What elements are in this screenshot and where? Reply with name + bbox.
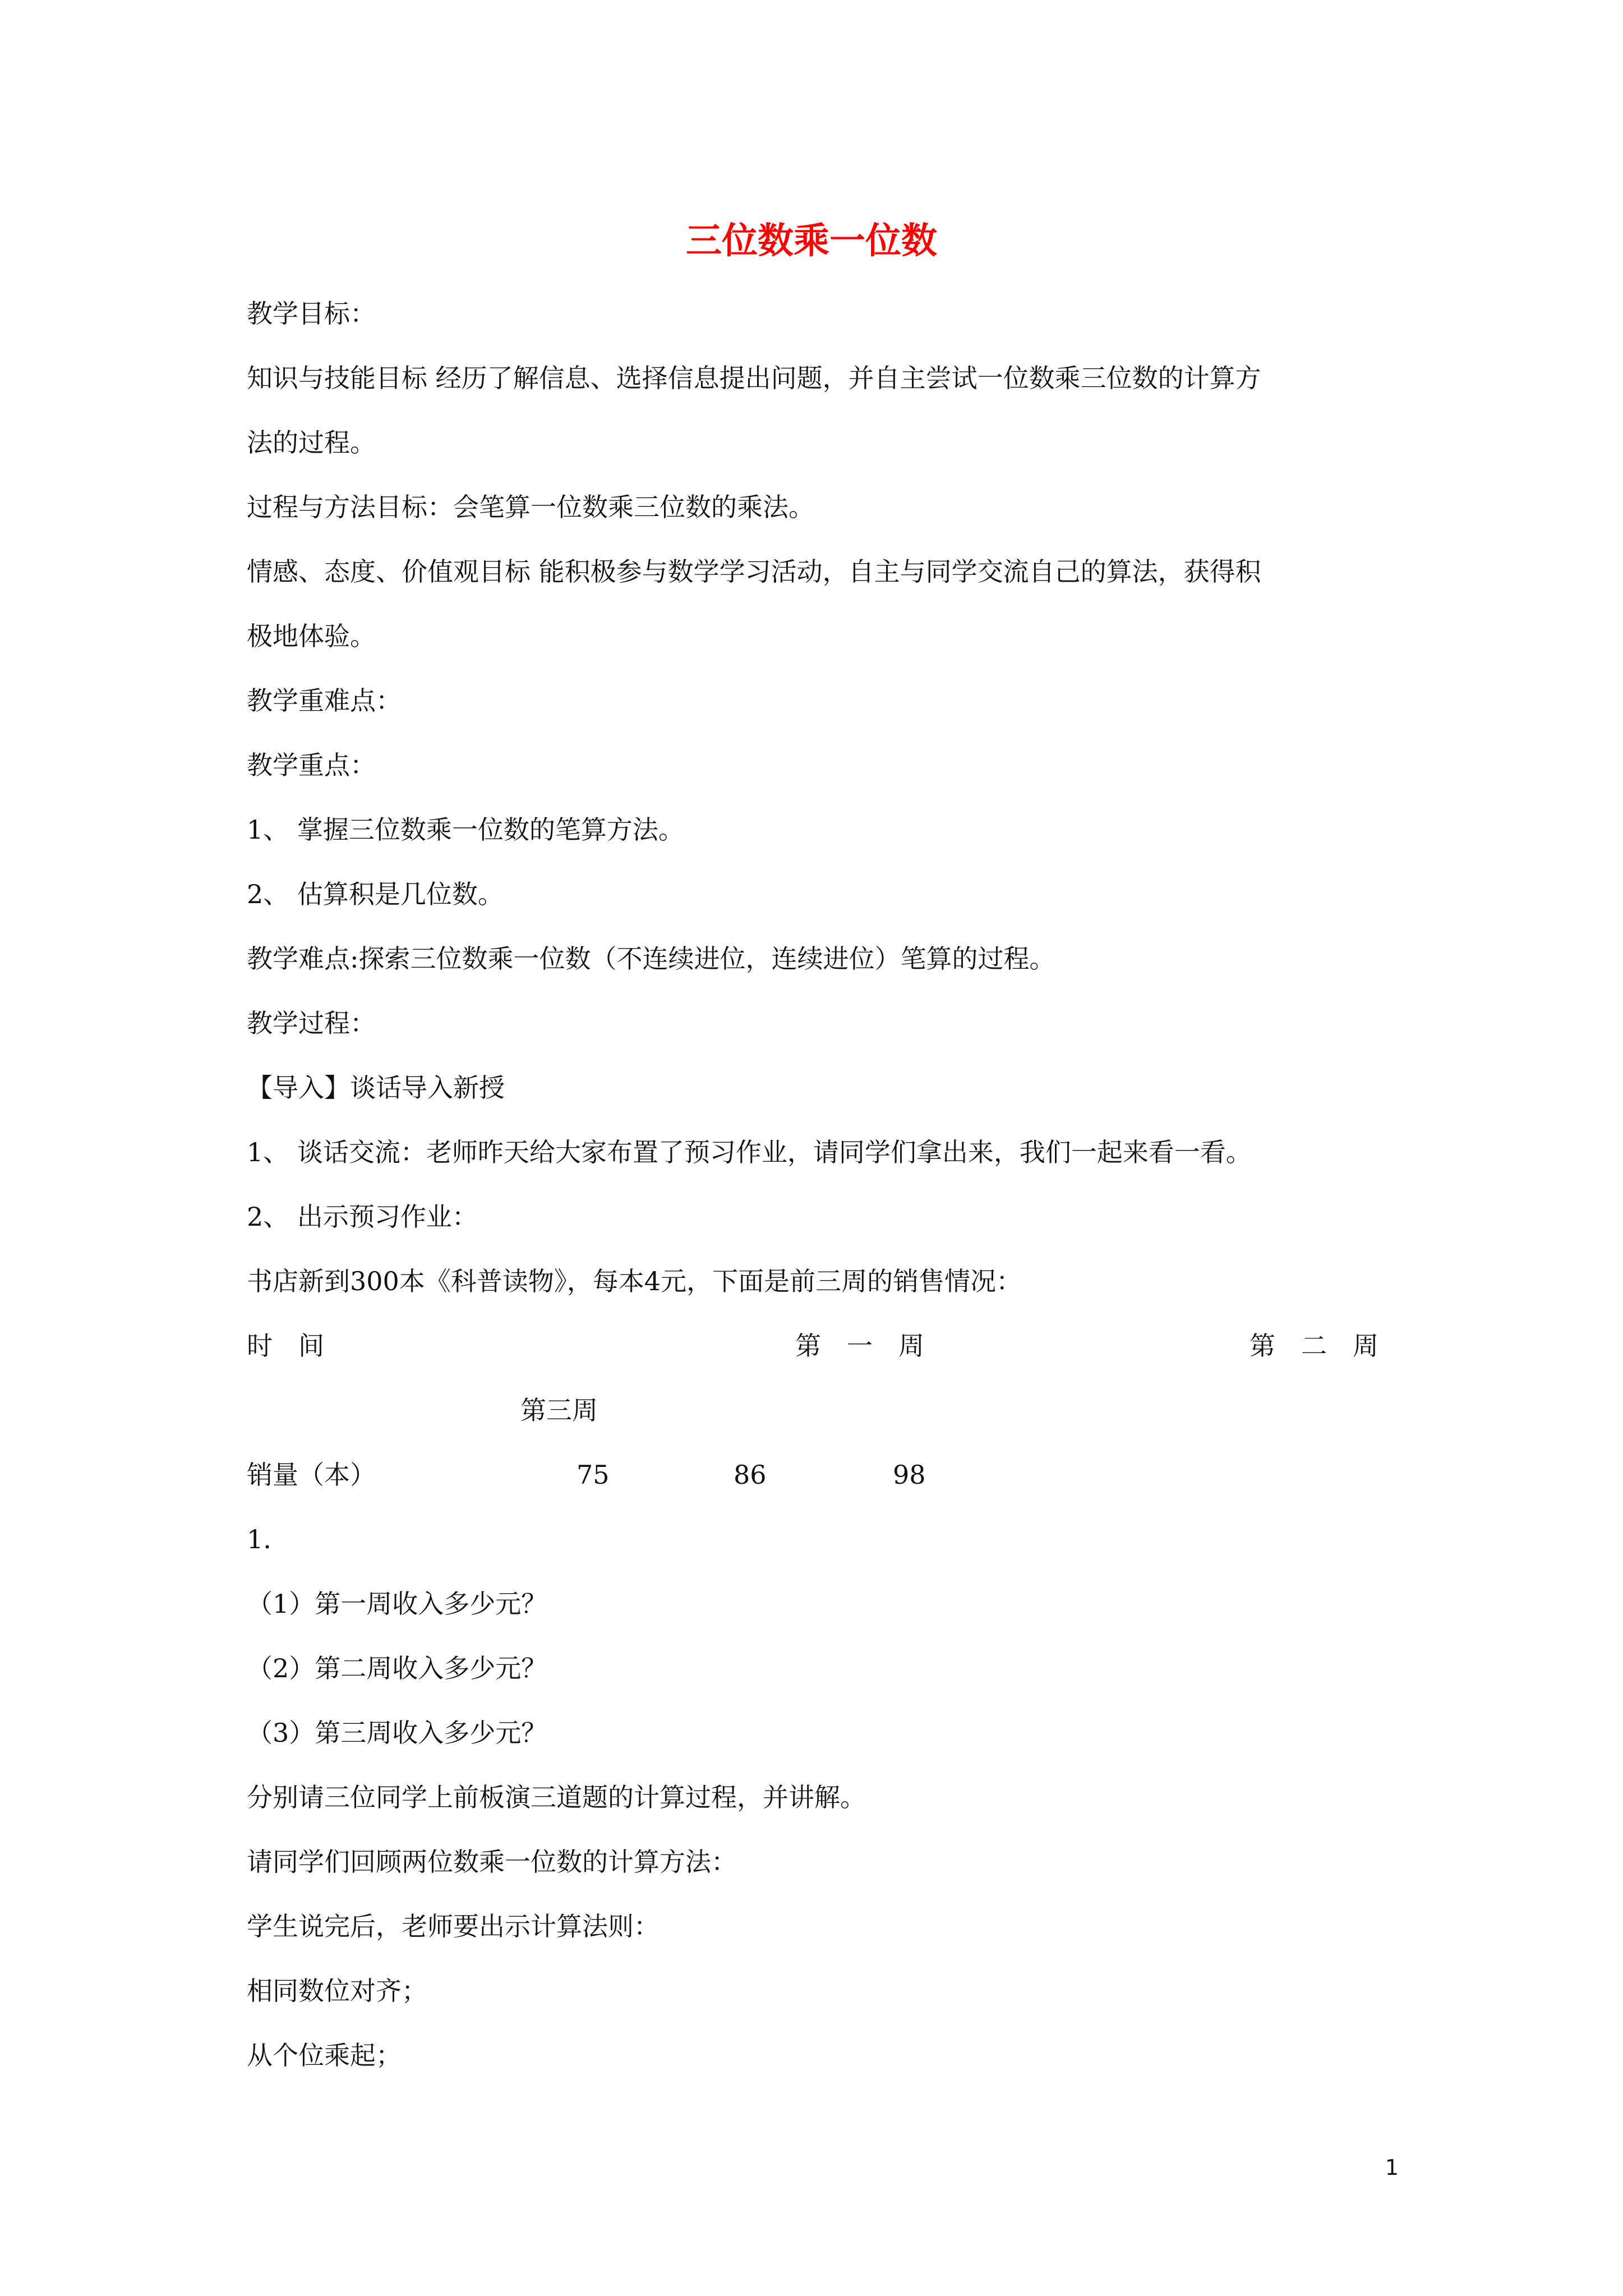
text-line: 教学重难点： [247, 685, 402, 716]
text-line: 1. [247, 1524, 271, 1554]
text-line: 情感、态度、价值观目标 能积极参与数学学习活动，自主与同学交流自己的算法，获得积 [247, 556, 1261, 587]
text-line: 法的过程。 [247, 427, 376, 458]
text-line: 过程与方法目标：会笔算一位数乘三位数的乘法。 [247, 492, 814, 522]
text-line: 1、 掌握三位数乘一位数的笔算方法。 [247, 815, 684, 845]
text-line: 知识与技能目标 经历了解信息、选择信息提出问题，并自主尝试一位数乘三位数的计算方 [247, 363, 1261, 393]
text-line: 教学重点： [247, 750, 376, 780]
text-line: 【导入】谈话导入新授 [247, 1073, 505, 1103]
text-line: （2）第二周收入多少元？ [247, 1653, 547, 1683]
text-line: 书店新到300本《科普读物》，每本4元，下面是前三周的销售情况： [247, 1266, 1022, 1296]
table-header-time: 时 间 [247, 1331, 324, 1361]
table-value-week1: 75 [577, 1460, 610, 1490]
text-line: 分别请三位同学上前板演三道题的计算过程，并讲解。 [247, 1782, 866, 1812]
text-line: 1、 谈话交流：老师昨天给大家布置了预习作业，请同学们拿出来，我们一起来看一看。 [247, 1137, 1252, 1167]
text-line: （3）第三周收入多少元？ [247, 1718, 547, 1748]
page-number: 1 [1385, 2155, 1399, 2180]
table-header-week2: 第 二 周 [1249, 1331, 1378, 1361]
text-line: 相同数位对齐； [247, 1976, 427, 2006]
text-line: 教学过程： [247, 1008, 376, 1038]
table-row-label: 销量（本） [247, 1460, 376, 1490]
text-line: 教学目标： [247, 298, 376, 329]
text-line: 2、 估算积是几位数。 [247, 879, 504, 909]
table-value-week3: 98 [893, 1460, 926, 1490]
table-header-week3: 第三周 [520, 1395, 598, 1425]
text-line: 2、 出示预习作业： [247, 1202, 478, 1232]
text-line: 学生说完后，老师要出示计算法则： [247, 1911, 660, 1941]
document-title: 三位数乘一位数 [686, 220, 937, 262]
table-value-week2: 86 [734, 1460, 767, 1490]
text-line: 教学难点:探索三位数乘一位数（不连续进位，连续进位）笔算的过程。 [247, 944, 1055, 974]
table-header-week1: 第 一 周 [795, 1331, 924, 1361]
text-line: 请同学们回顾两位数乘一位数的计算方法： [247, 1847, 737, 1877]
text-line: （1）第一周收入多少元？ [247, 1589, 547, 1619]
text-line: 极地体验。 [247, 621, 376, 651]
text-line: 从个位乘起； [247, 2040, 402, 2070]
